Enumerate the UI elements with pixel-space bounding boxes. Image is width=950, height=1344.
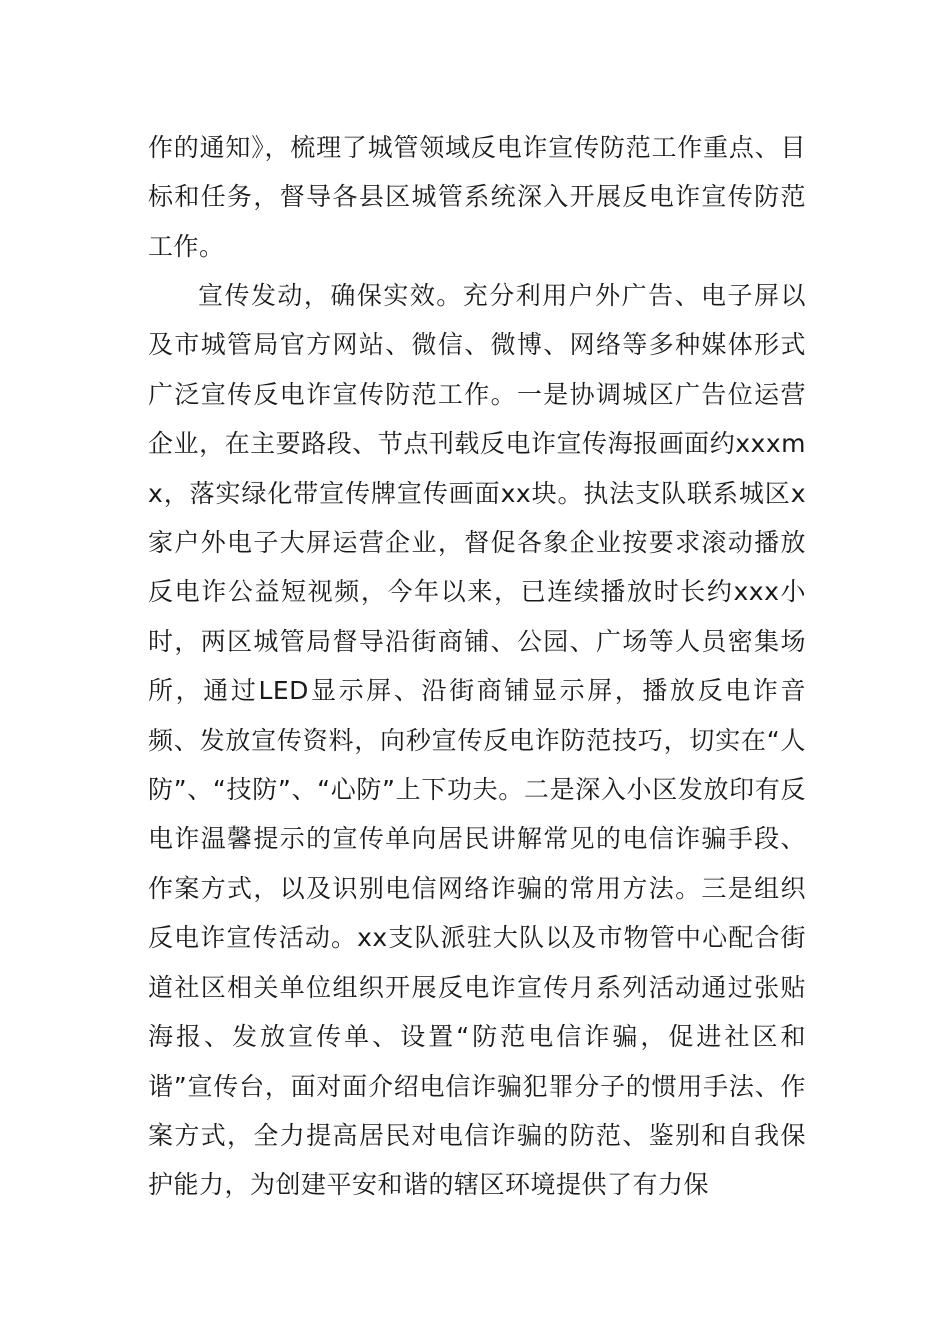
paragraph-continuation: 作的通知》，梳理了城管领域反电诈宣传防范工作重点、目标和任务，督导各县区城管系统深入开展反电诈宣传防范工作。 [148, 133, 806, 261]
paragraph-publicity: 宣传发动，确保实效。充分利用户外广告、电子屏以及市城管局官方网站、微信、微博、网络等多种媒体形式广泛宣传反电诈宣传防范工作。一是协调城区广告位运营企业，在主要路段、节点刊载反电诈宣传海报画面约xxxmx，落实绿化带宣传牌宣传画面xx块。执法支队联系城区x家户外电子大屏运营企业，督促各象企业按要求滚动播放反电诈公益短视频，今年以来，已连续播放时长约xxx小时，两区城管局督导沿街商铺、公园、广场等人员密集场所，通过LED显示屏、沿街商铺显示屏，播放反电诈音频、发放宣传资料，向秒宣传反电诈防范技巧，切实在“人防”、“技防”、“心防”上下功夫。二是深入小区发放印有反电诈温馨提示的宣传单向居民讲解常见的电信诈骗手段、作案方式，以及识别电信网络诈骗的常用方法。三是组织反电诈宣传活动。xx支队派驻大队以及市物管中心配合街道社区相关单位组织开展反电诈宣传月系列活动通过张贴海报、发放宣传单、设置“防范电信诈骗，促进社区和谐”宣传台，面对面介绍电信诈骗犯罪分子的惯用手法、作案方式，全力提高居民对电信诈骗的防范、鉴别和自我保护能力，为创建平安和谐的辖区环境提供了有力保 [148, 281, 806, 1200]
